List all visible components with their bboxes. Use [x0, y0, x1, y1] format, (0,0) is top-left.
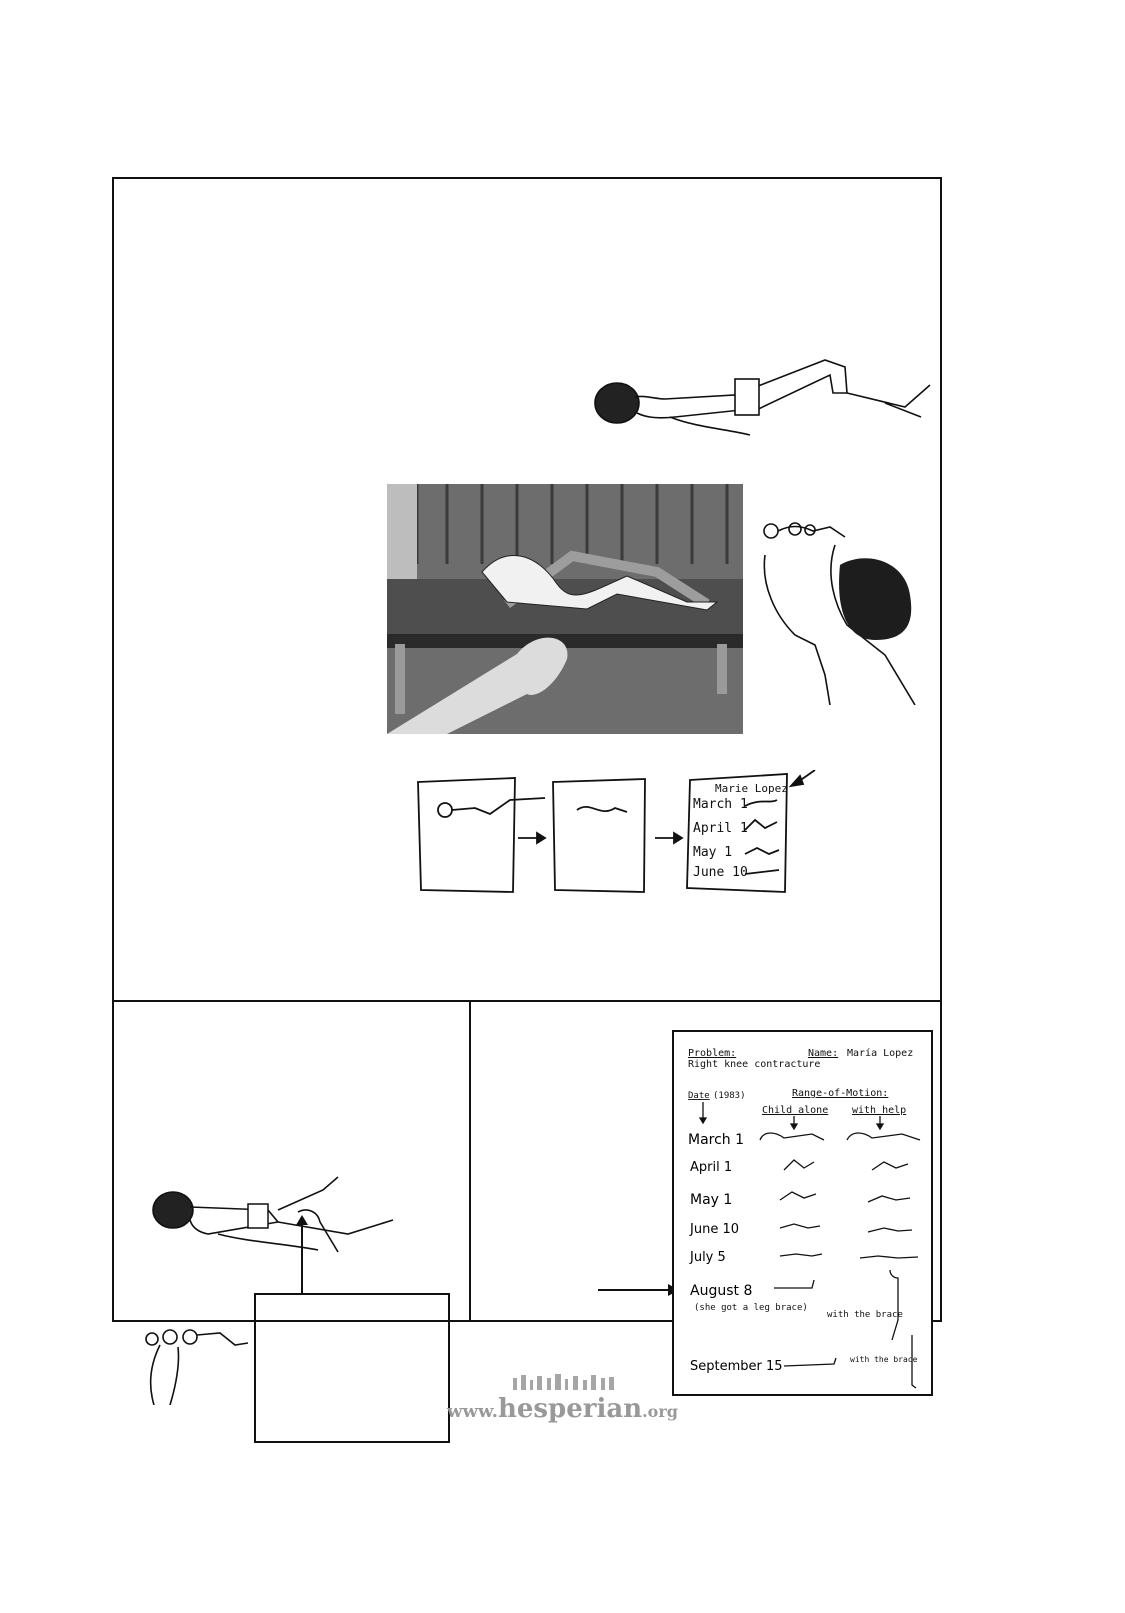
- chart-row-date-2: April 1: [690, 1160, 733, 1175]
- footer-brand: hesperian: [497, 1394, 643, 1424]
- chart-row-date-7: September 15: [690, 1359, 783, 1374]
- doll-record-date-2: April 1: [693, 821, 748, 836]
- chart-row-date-3: May 1: [690, 1192, 733, 1208]
- frame-divider-vertical: [469, 1000, 471, 1322]
- doll-record-date-3: May 1: [693, 845, 733, 860]
- chart-date-label: Date: [688, 1091, 710, 1101]
- chart-problem-label: Problem:: [688, 1048, 737, 1059]
- chart-date-year: (1983): [713, 1091, 746, 1101]
- doll-record-date-4: June 10: [693, 865, 748, 880]
- footer-site-link[interactable]: [0, 1394, 1125, 1424]
- chart-row-date-1: March 1: [688, 1132, 745, 1148]
- chart-row-date-5: July 5: [690, 1250, 726, 1265]
- frame-divider-horizontal: [112, 1000, 942, 1002]
- chart-row-date-4: June 10: [690, 1222, 739, 1237]
- child-lying-knee-bent-illustration: [585, 355, 935, 445]
- range-of-motion-progress-chart: [672, 1030, 934, 1397]
- chart-row-help-note-6: with the brace: [827, 1310, 903, 1320]
- footer: [0, 1372, 1125, 1424]
- photo-doll-measuring-child: [387, 484, 743, 734]
- doll-tracing-sequence: [415, 770, 835, 895]
- chart-row-help-note-7: with the brace: [850, 1355, 918, 1364]
- chart-row-note-6: (she got a leg brace): [694, 1303, 808, 1313]
- footer-tld: .org: [642, 1402, 678, 1421]
- doll-record-date-1: March 1: [693, 797, 748, 812]
- footer-logo-figures-icon: [503, 1372, 623, 1390]
- chart-pointer-arrow: [598, 1283, 680, 1297]
- pointer-arrow: [295, 1215, 309, 1295]
- tracing-sheet-1: [418, 778, 515, 892]
- doll-record-name: Marie Lopez: [715, 782, 788, 795]
- tracing-sheet-2: [553, 779, 645, 892]
- chart-row-date-6: August 8: [690, 1283, 753, 1299]
- chart-col-help: with help: [852, 1105, 907, 1116]
- child-with-helper-illustration: [148, 1172, 398, 1272]
- chart-col-child: Child alone: [762, 1105, 829, 1116]
- footer-www: www.: [447, 1401, 498, 1422]
- chart-name-label: Name:: [808, 1048, 839, 1059]
- chart-name-value: María Lopez: [847, 1048, 914, 1059]
- chart-rom-label: Range-of-Motion:: [792, 1088, 889, 1099]
- chart-problem-value: Right knee contracture: [688, 1059, 821, 1070]
- person-holding-doll-illustration: [755, 515, 920, 705]
